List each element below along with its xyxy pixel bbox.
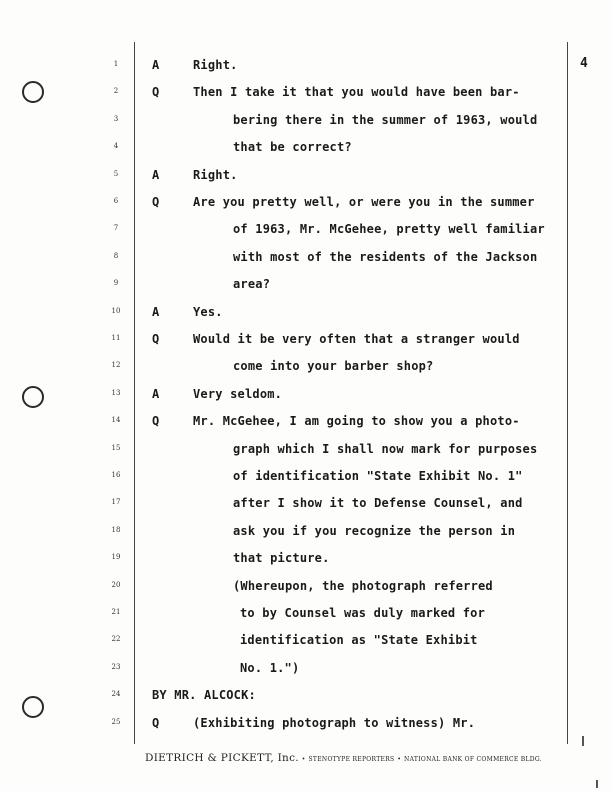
margin-tick-mark [582,736,584,746]
line-number: 11 [111,334,121,342]
line-text: (Exhibiting photograph to witness) Mr. [193,715,476,730]
transcript-line [0,85,612,105]
line-text: ask you if you recognize the person in [233,523,516,538]
line-number: 25 [111,717,121,726]
line-text: with most of the residents of the Jackson [233,249,538,264]
reporter-footer [145,752,565,764]
line-number: 13 [111,388,121,397]
line-text: BY MR. ALCOCK: [152,688,256,703]
footer-separator: • [397,756,402,763]
transcript-line [0,222,612,242]
line-number: 17 [111,498,121,507]
line-text: (Whereupon, the photograph referred [233,578,493,593]
transcript-line [0,414,612,434]
line-text: Yes. [193,304,223,319]
line-text: graph which I shall now mark for purposes [233,441,538,456]
line-text: identification as "State Exhibit [240,633,478,648]
speaker-label: Q [152,195,160,209]
speaker-label: A [152,304,160,319]
line-number: 6 [113,197,119,205]
transcript-line [0,524,612,544]
line-text: come into your barber shop? [233,359,434,374]
line-number: 18 [111,525,121,534]
transcript-line [0,332,612,352]
line-number: 15 [111,443,121,452]
line-number: 1 [113,60,119,68]
transcript-line [0,633,612,653]
transcript-line [0,195,612,215]
transcript-line [0,688,612,708]
line-number: 12 [111,361,121,370]
transcript-line [0,305,612,325]
line-text: to by Counsel was duly marked for [240,606,486,620]
line-text: Are you pretty well, or were you in the summer [193,195,535,209]
line-text: Then I take it that you would have been bar- [193,85,520,100]
line-text: that be correct? [233,140,352,155]
line-number: 3 [113,114,119,123]
transcript-line [0,661,612,681]
line-text: Would it be very often that a stranger would [193,332,520,346]
speaker-label: Q [152,332,160,346]
line-number: 21 [111,608,121,616]
speaker-label: Q [152,414,160,429]
transcript-line [0,359,612,379]
transcript-line [0,551,612,571]
speaker-label: A [152,386,160,401]
transcript-line [0,140,612,160]
footer-separator: • [301,756,306,763]
footer-address: NATIONAL BANK OF COMMERCE BLDG. [404,756,543,763]
line-text: Very seldom. [193,386,283,401]
line-number: 8 [113,251,119,260]
line-number: 9 [113,279,119,288]
line-text: of identification "State Exhibit No. 1" [233,469,523,483]
transcript-line [0,250,612,270]
line-number: 16 [111,471,121,479]
transcript-line [0,496,612,516]
line-text: Mr. McGehee, I am going to show you a photo- [193,414,520,429]
line-number: 23 [111,662,121,671]
transcript-line [0,716,612,736]
speaker-label: A [152,167,160,182]
transcript-line [0,579,612,599]
transcript-line [0,387,612,407]
page-number: 4 [580,56,588,71]
line-number: 5 [113,169,119,178]
line-text: Right. [193,167,238,182]
transcript-line [0,168,612,188]
line-number: 2 [113,87,119,96]
line-text: after I show it to Defense Counsel, and [233,496,523,511]
transcript-line [0,113,612,133]
line-number: 10 [111,306,121,315]
line-text: area? [233,277,271,292]
transcript-line [0,58,612,78]
transcript-line [0,469,612,489]
line-number: 24 [111,690,121,699]
speaker-label: Q [152,715,160,730]
transcript-line [0,277,612,297]
footer-service: STENOTYPE REPORTERS [308,756,395,763]
line-number: 7 [113,224,119,233]
line-text: of 1963, Mr. McGehee, pretty well familiar [233,222,545,237]
line-text: that picture. [233,551,330,566]
line-text: Right. [193,58,238,72]
line-text: No. 1.") [240,660,300,675]
line-text: bering there in the summer of 1963, would [233,112,538,127]
line-number: 22 [111,635,121,644]
transcript-line [0,442,612,462]
transcript-line [0,606,612,626]
line-number: 20 [111,580,121,589]
firm-name: DIETRICH & PICKETT, Inc. [145,752,299,764]
speaker-label: A [152,58,160,72]
line-number: 19 [111,553,121,562]
line-number: 14 [111,416,121,425]
margin-tick-mark-lower [596,780,598,788]
line-number: 4 [113,142,119,151]
speaker-label: Q [152,85,160,100]
